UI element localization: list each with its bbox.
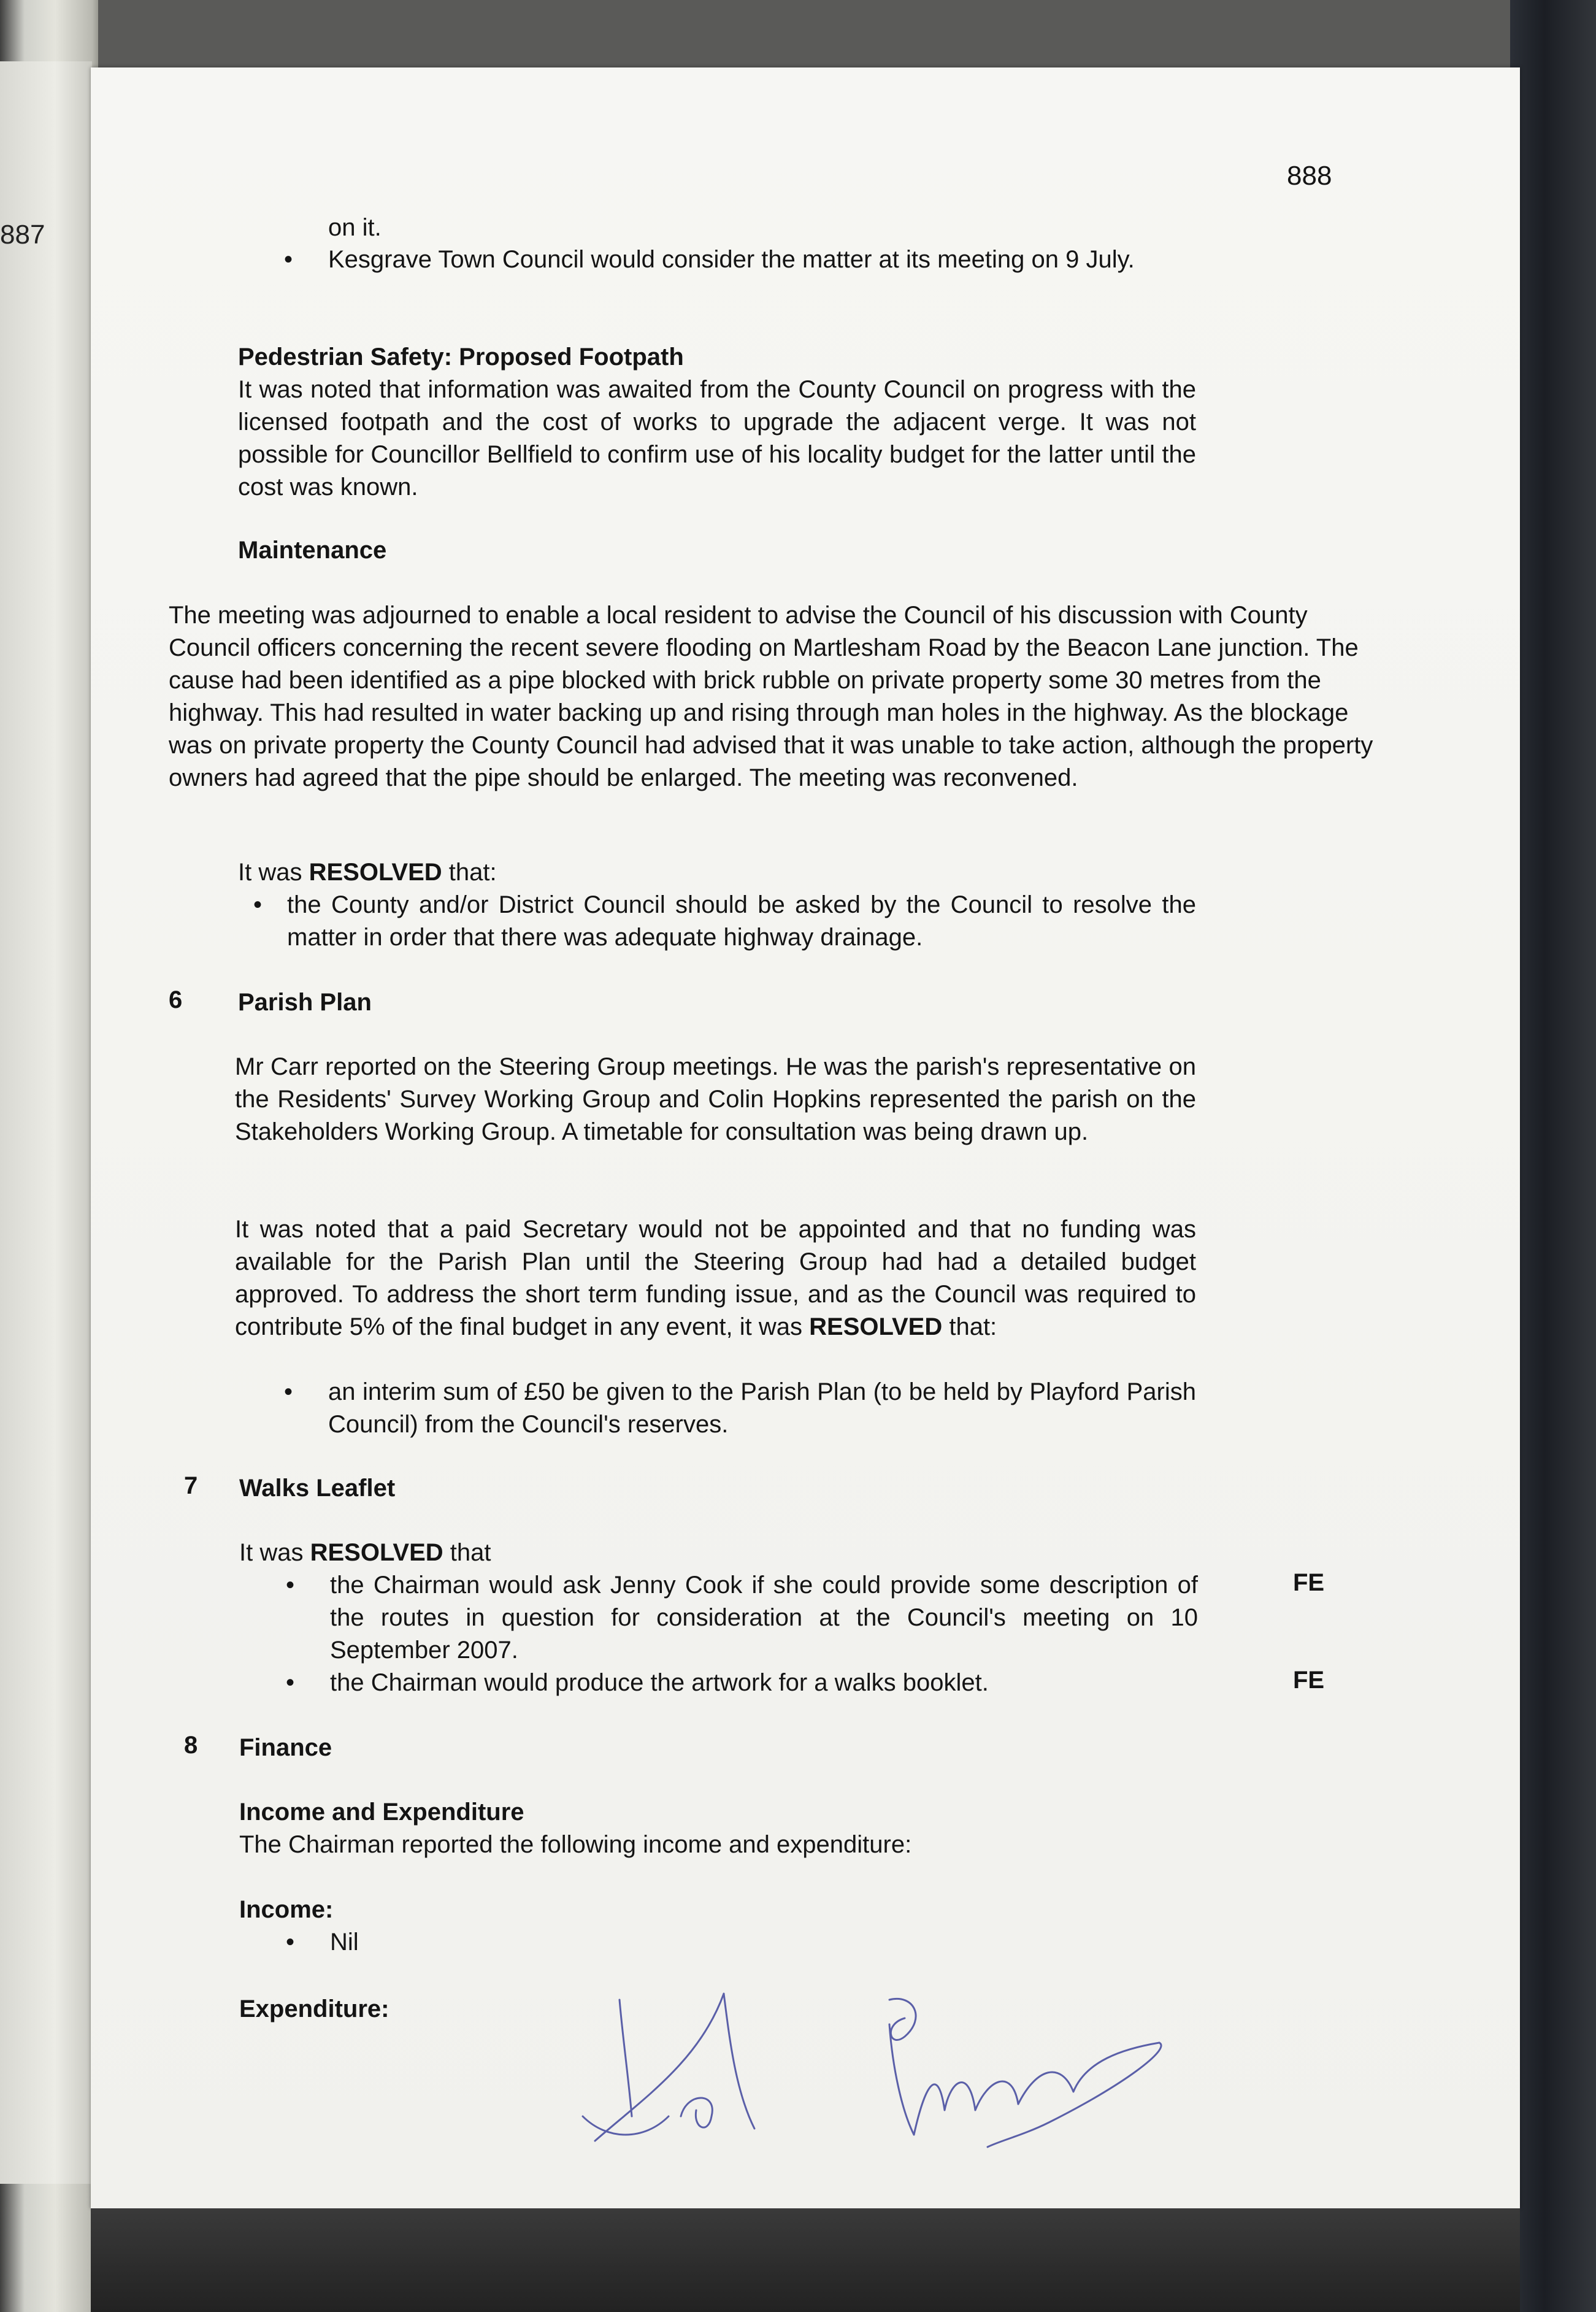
maintenance-bullet: the County and/or District Council should be asked by the Council to resolve the matter in order that there was adequate highway drainage. bbox=[287, 891, 1196, 951]
item-number-7: 7 bbox=[184, 1472, 198, 1499]
parish-plan-para1: Mr Carr reported on the Steering Group meetings. He was the parish's representative on the Residents' Survey Working Group and Colin Hopkins represented the parish on the Stakeholders Working Group. A timetable for consultation was being drawn up. bbox=[235, 1053, 1196, 1145]
book-binding-edge bbox=[1510, 0, 1596, 2312]
finance-intro: The Chairman reported the following income and expenditure: bbox=[239, 1831, 912, 1858]
income-expenditure-subheading: Income and Expenditure bbox=[239, 1799, 524, 1826]
continuation-text: on it. bbox=[328, 214, 382, 241]
continuation-bullet: Kesgrave Town Council would consider the matter at its meeting on 9 July. bbox=[328, 246, 1135, 273]
handwritten-signature bbox=[570, 1957, 1245, 2153]
parish-plan-para2: It was noted that a paid Secretary would not be appointed and that no funding was available for the Parish Plan until the Steering Group had had a detailed budget approved. To address the short term funding issue, and as the Council was required to contribute 5% of the final budget in any event, it was RESOLVED that: bbox=[235, 1216, 1196, 1340]
income-item: Nil bbox=[330, 1929, 359, 1956]
expenditure-heading: Expenditure: bbox=[239, 1995, 389, 2022]
item-number-8: 8 bbox=[184, 1732, 198, 1759]
finance-heading: Finance bbox=[239, 1734, 332, 1761]
maintenance-resolved-line: It was RESOLVED that: bbox=[238, 859, 497, 886]
maintenance-body: The meeting was adjourned to enable a local resident to advise the Council of his discussion with County Council officers concerning the recent severe flooding on Martlesham Road by the Beacon Lane junction. The cause had been identified as a pipe blocked with brick rubble on private property some 30 metres from the highway. This had resulted in water backing up and rising through man holes in the highway. As the blockage was on private property the County Council had advised that it was unable to take action, although the property owners had agreed that the pipe should be enlarged. The meeting was reconvened. bbox=[169, 602, 1373, 791]
page-number: 888 bbox=[1287, 161, 1332, 191]
bullet-glyph: • bbox=[284, 1378, 293, 1405]
bullet-glyph: • bbox=[286, 1572, 295, 1599]
left-page-number: 887 bbox=[0, 220, 45, 250]
parish-plan-bullet: an interim sum of £50 be given to the Parish Plan (to be held by Playford Parish Council) from the Council's reserves. bbox=[328, 1378, 1196, 1438]
item-number-6: 6 bbox=[169, 986, 183, 1013]
adjacent-page-strip bbox=[0, 61, 92, 2184]
bullet-glyph: • bbox=[253, 891, 263, 918]
walks-resolved-line: It was RESOLVED that bbox=[239, 1539, 491, 1566]
action-initials: FE bbox=[1293, 1569, 1325, 1596]
walks-bullet-1: the Chairman would ask Jenny Cook if she could provide some description of the routes in question for consideration at the Council's meeting on 10 September 2007. bbox=[330, 1572, 1198, 1664]
action-initials: FE bbox=[1293, 1667, 1325, 1694]
pedestrian-safety-body: It was noted that information was awaited from the County Council on progress with the licensed footpath and the cost of works to upgrade the adjacent verge. It was not possible for Councillor Bellfield to confirm use of his locality budget for the latter until the cost was known. bbox=[238, 376, 1196, 501]
bullet-glyph: • bbox=[286, 1669, 295, 1696]
walks-leaflet-heading: Walks Leaflet bbox=[239, 1475, 396, 1502]
pedestrian-safety-heading: Pedestrian Safety: Proposed Footpath bbox=[238, 344, 684, 371]
parish-plan-heading: Parish Plan bbox=[238, 989, 372, 1016]
bullet-glyph: • bbox=[284, 246, 293, 273]
page-bottom-shadow bbox=[91, 2208, 1520, 2312]
maintenance-heading: Maintenance bbox=[238, 537, 387, 564]
income-heading: Income: bbox=[239, 1896, 334, 1923]
bullet-glyph: • bbox=[286, 1929, 295, 1956]
walks-bullet-2: the Chairman would produce the artwork for a walks booklet. bbox=[330, 1669, 989, 1696]
